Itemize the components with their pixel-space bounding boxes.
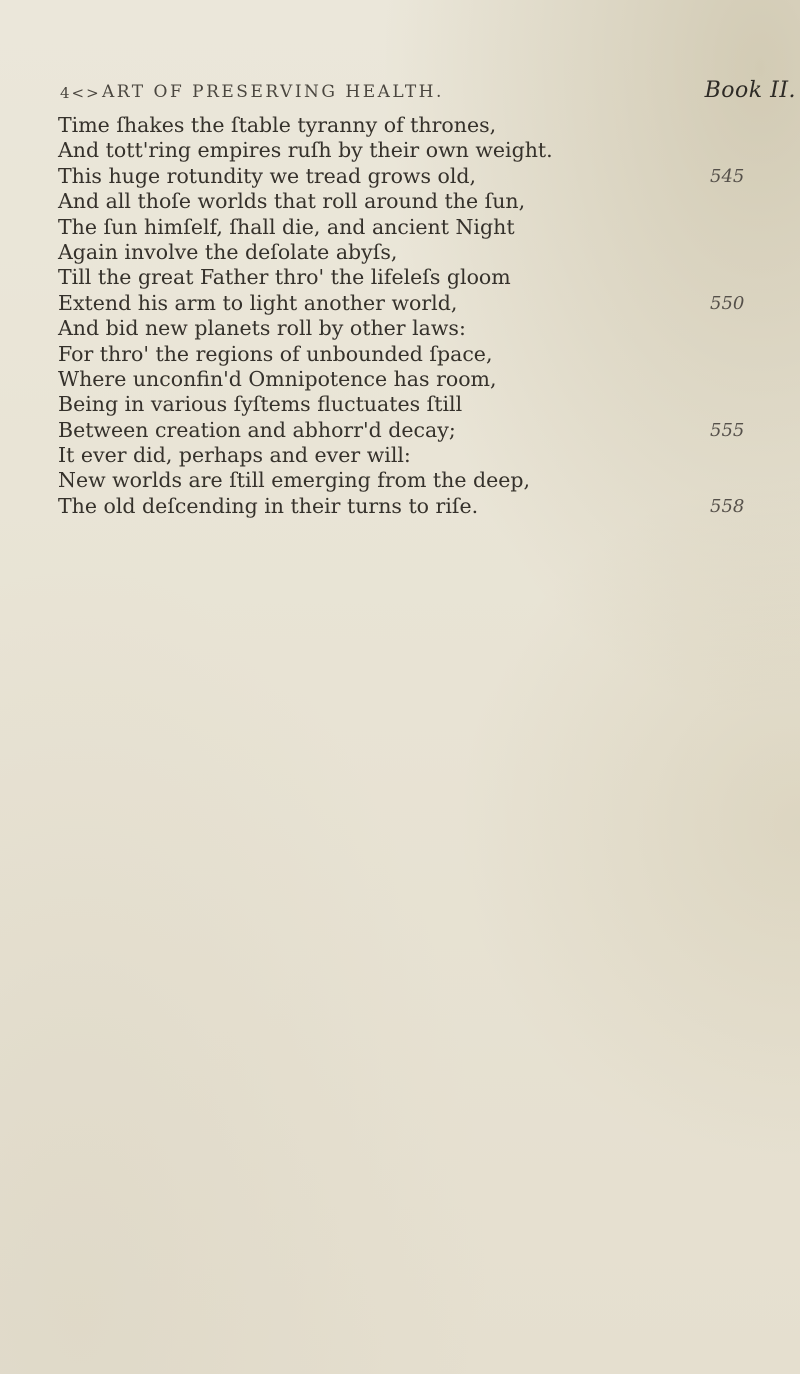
line-text: And bid new planets roll by other laws:	[58, 316, 466, 341]
page-number: 4<>	[60, 84, 101, 102]
line-number: 550	[710, 292, 745, 314]
line-text: Extend his arm to light another world,	[58, 290, 458, 315]
line-number: 555	[710, 419, 745, 441]
book-label: Book II.	[704, 78, 796, 103]
poem-line	[58, 215, 798, 240]
poem-line	[58, 189, 798, 214]
line-text: Between creation and abhorr'd decay;	[58, 417, 456, 442]
line-text: Where unconfin'd Omnipotence has room,	[58, 366, 497, 391]
running-title: ART OF PRESERVING HEALTH.	[102, 82, 444, 102]
poem-line	[58, 392, 798, 417]
line-text: New worlds are ſtill emerging from the deep,	[58, 468, 531, 493]
page-header	[60, 78, 796, 112]
poem-line	[58, 443, 798, 468]
line-number: 558	[710, 495, 745, 517]
line-text: The old deſcending in their turns to riſe.	[58, 493, 479, 518]
poem-line	[58, 164, 798, 189]
line-text: It ever did, perhaps and ever will:	[58, 443, 411, 468]
line-text: For thro' the regions of unbounded ſpace,	[58, 341, 493, 366]
line-text: The ſun himſelf, ſhall die, and ancient Night	[58, 214, 515, 239]
line-text: This huge rotundity we tread grows old,	[58, 163, 477, 188]
line-text: Being in various ſyſtems fluctuates ſtill	[58, 392, 463, 417]
poem-line	[58, 265, 798, 290]
poem-line	[58, 494, 798, 519]
line-text: Again involve the deſolate abyſs,	[58, 239, 398, 264]
line-text: Till the great Father thro' the lifeleſs gloom	[58, 265, 511, 290]
poem-line	[58, 316, 798, 341]
poem-line	[58, 468, 798, 493]
poem-line	[58, 342, 798, 367]
line-number: 545	[710, 165, 745, 187]
poem-line	[58, 291, 798, 316]
poem-line	[58, 138, 798, 163]
poem-line	[58, 418, 798, 443]
poem-line	[58, 240, 798, 265]
poem-line	[58, 367, 798, 392]
poem-body	[58, 113, 798, 519]
line-text: And tott'ring empires ruſh by their own weight.	[58, 138, 553, 163]
line-text: Time ſhakes the ſtable tyranny of thrones,	[58, 113, 497, 137]
poem-line	[58, 113, 798, 138]
line-text: And all thoſe worlds that roll around the ſun,	[58, 189, 526, 214]
